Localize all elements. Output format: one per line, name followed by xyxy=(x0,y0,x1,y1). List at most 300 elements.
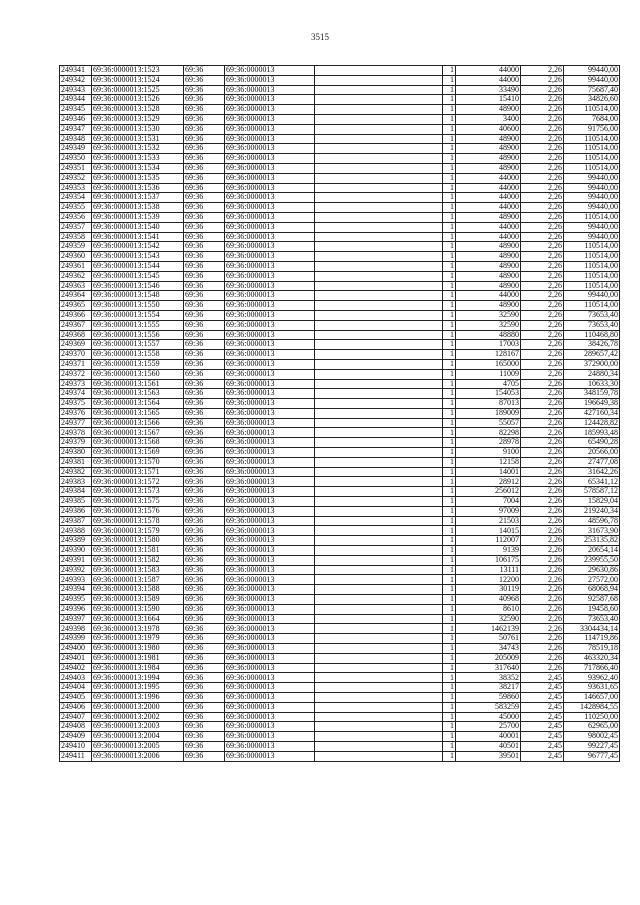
district-code-cell: 69:36 xyxy=(184,722,225,732)
value-cell: 99440,00 xyxy=(564,222,620,232)
table-row xyxy=(60,428,620,438)
district-code-cell: 69:36 xyxy=(184,114,225,124)
empty-cell xyxy=(315,497,443,507)
empty-cell xyxy=(315,85,443,95)
district-code-cell: 69:36 xyxy=(184,604,225,614)
count-cell: 1 xyxy=(443,614,456,624)
district-code-cell: 69:36 xyxy=(184,751,225,761)
rate-cell: 2,26 xyxy=(521,575,564,585)
table-row xyxy=(60,438,620,448)
cadastral-number-cell: 69:36:0000013:1533 xyxy=(92,154,184,164)
district-code-cell: 69:36 xyxy=(184,428,225,438)
count-cell: 1 xyxy=(443,585,456,595)
area-cell: 48900 xyxy=(456,242,521,252)
value-cell: 62965,00 xyxy=(564,722,620,732)
rate-cell: 2,26 xyxy=(521,614,564,624)
count-cell: 1 xyxy=(443,379,456,389)
count-cell: 1 xyxy=(443,634,456,644)
cadastral-number-cell: 69:36:0000013:1543 xyxy=(92,252,184,262)
empty-cell xyxy=(315,653,443,663)
row-id-cell: 249407 xyxy=(60,712,92,722)
district-code-cell: 69:36 xyxy=(184,644,225,654)
area-cell: 48880 xyxy=(456,330,521,340)
value-cell: 110514,00 xyxy=(564,242,620,252)
value-cell: 68068,94 xyxy=(564,585,620,595)
count-cell: 1 xyxy=(443,722,456,732)
rate-cell: 2,45 xyxy=(521,712,564,722)
table-row xyxy=(60,546,620,556)
row-id-cell: 249342 xyxy=(60,75,92,85)
row-id-cell: 249372 xyxy=(60,369,92,379)
row-id-cell: 249396 xyxy=(60,604,92,614)
cadastral-number-cell: 69:36:0000013:1981 xyxy=(92,653,184,663)
area-cell: 32590 xyxy=(456,614,521,624)
row-id-cell: 249360 xyxy=(60,252,92,262)
area-cell: 32590 xyxy=(456,320,521,330)
rate-cell: 2,26 xyxy=(521,105,564,115)
count-cell: 1 xyxy=(443,487,456,497)
table-row xyxy=(60,663,620,673)
empty-cell xyxy=(315,75,443,85)
value-cell: 578587,12 xyxy=(564,487,620,497)
area-cell: 44000 xyxy=(456,222,521,232)
rate-cell: 2,26 xyxy=(521,389,564,399)
district-code-cell: 69:36 xyxy=(184,712,225,722)
table-row xyxy=(60,193,620,203)
area-cell: 45000 xyxy=(456,712,521,722)
table-row xyxy=(60,144,620,154)
cadastral-number-cell: 69:36:0000013:1579 xyxy=(92,526,184,536)
count-cell: 1 xyxy=(443,95,456,105)
quarter-number-cell: 69:36:0000013 xyxy=(225,173,315,183)
area-cell: 48900 xyxy=(456,212,521,222)
table-row xyxy=(60,242,620,252)
cadastral-number-cell: 69:36:0000013:1569 xyxy=(92,448,184,458)
rate-cell: 2,26 xyxy=(521,585,564,595)
row-id-cell: 249374 xyxy=(60,389,92,399)
quarter-number-cell: 69:36:0000013 xyxy=(225,291,315,301)
value-cell: 98002,45 xyxy=(564,732,620,742)
table-row xyxy=(60,350,620,360)
table-row xyxy=(60,702,620,712)
value-cell: 99440,00 xyxy=(564,232,620,242)
quarter-number-cell: 69:36:0000013 xyxy=(225,634,315,644)
quarter-number-cell: 69:36:0000013 xyxy=(225,203,315,213)
count-cell: 1 xyxy=(443,408,456,418)
district-code-cell: 69:36 xyxy=(184,154,225,164)
cadastral-number-cell: 69:36:0000013:1570 xyxy=(92,457,184,467)
area-cell: 44000 xyxy=(456,232,521,242)
area-cell: 14015 xyxy=(456,526,521,536)
row-id-cell: 249362 xyxy=(60,271,92,281)
row-id-cell: 249403 xyxy=(60,673,92,683)
row-id-cell: 249406 xyxy=(60,702,92,712)
cadastral-number-cell: 69:36:0000013:1534 xyxy=(92,163,184,173)
count-cell: 1 xyxy=(443,340,456,350)
count-cell: 1 xyxy=(443,497,456,507)
value-cell: 110514,00 xyxy=(564,134,620,144)
table-row xyxy=(60,173,620,183)
empty-cell xyxy=(315,457,443,467)
value-cell: 239955,50 xyxy=(564,555,620,565)
quarter-number-cell: 69:36:0000013 xyxy=(225,438,315,448)
rate-cell: 2,26 xyxy=(521,222,564,232)
empty-cell xyxy=(315,154,443,164)
quarter-number-cell: 69:36:0000013 xyxy=(225,497,315,507)
table-row xyxy=(60,212,620,222)
area-cell: 8610 xyxy=(456,604,521,614)
row-id-cell: 249371 xyxy=(60,359,92,369)
row-id-cell: 249394 xyxy=(60,585,92,595)
district-code-cell: 69:36 xyxy=(184,506,225,516)
value-cell: 15829,04 xyxy=(564,497,620,507)
cadastral-number-cell: 69:36:0000013:2005 xyxy=(92,741,184,751)
cadastral-number-cell: 69:36:0000013:1557 xyxy=(92,340,184,350)
empty-cell xyxy=(315,546,443,556)
value-cell: 31642,26 xyxy=(564,467,620,477)
cadastral-number-cell: 69:36:0000013:1588 xyxy=(92,585,184,595)
value-cell: 34826,60 xyxy=(564,95,620,105)
area-cell: 44000 xyxy=(456,66,521,76)
row-id-cell: 249405 xyxy=(60,693,92,703)
rate-cell: 2,26 xyxy=(521,438,564,448)
quarter-number-cell: 69:36:0000013 xyxy=(225,340,315,350)
row-id-cell: 249378 xyxy=(60,428,92,438)
row-id-cell: 249409 xyxy=(60,732,92,742)
quarter-number-cell: 69:36:0000013 xyxy=(225,163,315,173)
row-id-cell: 249382 xyxy=(60,467,92,477)
district-code-cell: 69:36 xyxy=(184,281,225,291)
cadastral-number-cell: 69:36:0000013:2000 xyxy=(92,702,184,712)
count-cell: 1 xyxy=(443,693,456,703)
table-row xyxy=(60,457,620,467)
area-cell: 48900 xyxy=(456,144,521,154)
empty-cell xyxy=(315,585,443,595)
rate-cell: 2,26 xyxy=(521,653,564,663)
row-id-cell: 249349 xyxy=(60,144,92,154)
table-row xyxy=(60,448,620,458)
quarter-number-cell: 69:36:0000013 xyxy=(225,741,315,751)
row-id-cell: 249369 xyxy=(60,340,92,350)
count-cell: 1 xyxy=(443,477,456,487)
value-cell: 289657,42 xyxy=(564,350,620,360)
value-cell: 73653,40 xyxy=(564,614,620,624)
empty-cell xyxy=(315,438,443,448)
quarter-number-cell: 69:36:0000013 xyxy=(225,575,315,585)
area-cell: 44000 xyxy=(456,75,521,85)
district-code-cell: 69:36 xyxy=(184,212,225,222)
empty-cell xyxy=(315,487,443,497)
quarter-number-cell: 69:36:0000013 xyxy=(225,732,315,742)
quarter-number-cell: 69:36:0000013 xyxy=(225,428,315,438)
area-cell: 13111 xyxy=(456,565,521,575)
table-row xyxy=(60,555,620,565)
empty-cell xyxy=(315,448,443,458)
table-row xyxy=(60,291,620,301)
empty-cell xyxy=(315,242,443,252)
empty-cell xyxy=(315,301,443,311)
quarter-number-cell: 69:36:0000013 xyxy=(225,389,315,399)
area-cell: 9100 xyxy=(456,448,521,458)
value-cell: 29630,86 xyxy=(564,565,620,575)
empty-cell xyxy=(315,291,443,301)
empty-cell xyxy=(315,359,443,369)
quarter-number-cell: 69:36:0000013 xyxy=(225,595,315,605)
empty-cell xyxy=(315,369,443,379)
district-code-cell: 69:36 xyxy=(184,408,225,418)
rate-cell: 2,26 xyxy=(521,457,564,467)
quarter-number-cell: 69:36:0000013 xyxy=(225,369,315,379)
rate-cell: 2,26 xyxy=(521,359,564,369)
empty-cell xyxy=(315,467,443,477)
count-cell: 1 xyxy=(443,281,456,291)
value-cell: 38426,78 xyxy=(564,340,620,350)
area-cell: 44000 xyxy=(456,291,521,301)
district-code-cell: 69:36 xyxy=(184,203,225,213)
rate-cell: 2,45 xyxy=(521,702,564,712)
empty-cell xyxy=(315,114,443,124)
rate-cell: 2,26 xyxy=(521,242,564,252)
cadastral-number-cell: 69:36:0000013:1995 xyxy=(92,683,184,693)
count-cell: 1 xyxy=(443,242,456,252)
quarter-number-cell: 69:36:0000013 xyxy=(225,359,315,369)
value-cell: 27572,00 xyxy=(564,575,620,585)
rate-cell: 2,26 xyxy=(521,369,564,379)
value-cell: 110514,00 xyxy=(564,144,620,154)
quarter-number-cell: 69:36:0000013 xyxy=(225,536,315,546)
district-code-cell: 69:36 xyxy=(184,379,225,389)
cadastral-number-cell: 69:36:0000013:2004 xyxy=(92,732,184,742)
count-cell: 1 xyxy=(443,291,456,301)
row-id-cell: 249352 xyxy=(60,173,92,183)
row-id-cell: 249399 xyxy=(60,634,92,644)
count-cell: 1 xyxy=(443,516,456,526)
quarter-number-cell: 69:36:0000013 xyxy=(225,712,315,722)
count-cell: 1 xyxy=(443,428,456,438)
district-code-cell: 69:36 xyxy=(184,467,225,477)
count-cell: 1 xyxy=(443,261,456,271)
table-row xyxy=(60,536,620,546)
empty-cell xyxy=(315,575,443,585)
rate-cell: 2,26 xyxy=(521,301,564,311)
value-cell: 48596,78 xyxy=(564,516,620,526)
count-cell: 1 xyxy=(443,232,456,242)
empty-cell xyxy=(315,722,443,732)
district-code-cell: 69:36 xyxy=(184,173,225,183)
row-id-cell: 249367 xyxy=(60,320,92,330)
empty-cell xyxy=(315,644,443,654)
count-cell: 1 xyxy=(443,271,456,281)
row-id-cell: 249350 xyxy=(60,154,92,164)
empty-cell xyxy=(315,193,443,203)
quarter-number-cell: 69:36:0000013 xyxy=(225,281,315,291)
area-cell: 48900 xyxy=(456,154,521,164)
empty-cell xyxy=(315,379,443,389)
cadastral-number-cell: 69:36:0000013:1536 xyxy=(92,183,184,193)
table-row xyxy=(60,732,620,742)
cadastral-number-cell: 69:36:0000013:1541 xyxy=(92,232,184,242)
quarter-number-cell: 69:36:0000013 xyxy=(225,408,315,418)
area-cell: 48900 xyxy=(456,261,521,271)
quarter-number-cell: 69:36:0000013 xyxy=(225,105,315,115)
count-cell: 1 xyxy=(443,369,456,379)
quarter-number-cell: 69:36:0000013 xyxy=(225,448,315,458)
value-cell: 185993,48 xyxy=(564,428,620,438)
value-cell: 219240,34 xyxy=(564,506,620,516)
cadastral-number-cell: 69:36:0000013:1523 xyxy=(92,66,184,76)
table-row xyxy=(60,203,620,213)
district-code-cell: 69:36 xyxy=(184,105,225,115)
value-cell: 717866,40 xyxy=(564,663,620,673)
area-cell: 48900 xyxy=(456,301,521,311)
cadastral-number-cell: 69:36:0000013:1524 xyxy=(92,75,184,85)
rate-cell: 2,26 xyxy=(521,555,564,565)
quarter-number-cell: 69:36:0000013 xyxy=(225,85,315,95)
value-cell: 372900,00 xyxy=(564,359,620,369)
rate-cell: 2,26 xyxy=(521,624,564,634)
area-cell: 154053 xyxy=(456,389,521,399)
cadastral-number-cell: 69:36:0000013:1559 xyxy=(92,359,184,369)
rate-cell: 2,26 xyxy=(521,663,564,673)
count-cell: 1 xyxy=(443,163,456,173)
rate-cell: 2,45 xyxy=(521,673,564,683)
row-id-cell: 249346 xyxy=(60,114,92,124)
row-id-cell: 249411 xyxy=(60,751,92,761)
count-cell: 1 xyxy=(443,66,456,76)
value-cell: 110514,00 xyxy=(564,261,620,271)
rate-cell: 2,26 xyxy=(521,467,564,477)
quarter-number-cell: 69:36:0000013 xyxy=(225,457,315,467)
rate-cell: 2,26 xyxy=(521,330,564,340)
cadastral-number-cell: 69:36:0000013:1979 xyxy=(92,634,184,644)
row-id-cell: 249385 xyxy=(60,497,92,507)
row-id-cell: 249354 xyxy=(60,193,92,203)
count-cell: 1 xyxy=(443,741,456,751)
district-code-cell: 69:36 xyxy=(184,418,225,428)
count-cell: 1 xyxy=(443,350,456,360)
empty-cell xyxy=(315,604,443,614)
district-code-cell: 69:36 xyxy=(184,183,225,193)
quarter-number-cell: 69:36:0000013 xyxy=(225,555,315,565)
count-cell: 1 xyxy=(443,183,456,193)
rate-cell: 2,26 xyxy=(521,95,564,105)
quarter-number-cell: 69:36:0000013 xyxy=(225,506,315,516)
value-cell: 110250,00 xyxy=(564,712,620,722)
quarter-number-cell: 69:36:0000013 xyxy=(225,114,315,124)
area-cell: 38217 xyxy=(456,683,521,693)
district-code-cell: 69:36 xyxy=(184,536,225,546)
cadastral-number-cell: 69:36:0000013:1530 xyxy=(92,124,184,134)
district-code-cell: 69:36 xyxy=(184,595,225,605)
empty-cell xyxy=(315,310,443,320)
row-id-cell: 249366 xyxy=(60,310,92,320)
district-code-cell: 69:36 xyxy=(184,497,225,507)
rate-cell: 2,26 xyxy=(521,340,564,350)
table-row xyxy=(60,614,620,624)
empty-cell xyxy=(315,663,443,673)
area-cell: 55057 xyxy=(456,418,521,428)
district-code-cell: 69:36 xyxy=(184,614,225,624)
district-code-cell: 69:36 xyxy=(184,585,225,595)
rate-cell: 2,45 xyxy=(521,683,564,693)
value-cell: 110514,00 xyxy=(564,252,620,262)
count-cell: 1 xyxy=(443,389,456,399)
table-row xyxy=(60,379,620,389)
area-cell: 583259 xyxy=(456,702,521,712)
rate-cell: 2,26 xyxy=(521,497,564,507)
value-cell: 99440,00 xyxy=(564,183,620,193)
area-cell: 21503 xyxy=(456,516,521,526)
empty-cell xyxy=(315,330,443,340)
value-cell: 427160,34 xyxy=(564,408,620,418)
row-id-cell: 249384 xyxy=(60,487,92,497)
count-cell: 1 xyxy=(443,653,456,663)
table-row xyxy=(60,252,620,262)
area-cell: 48900 xyxy=(456,105,521,115)
table-row xyxy=(60,281,620,291)
value-cell: 20654,14 xyxy=(564,546,620,556)
cadastral-number-cell: 69:36:0000013:1564 xyxy=(92,399,184,409)
area-cell: 17003 xyxy=(456,340,521,350)
cadastral-number-cell: 69:36:0000013:1535 xyxy=(92,173,184,183)
empty-cell xyxy=(315,105,443,115)
value-cell: 24880,34 xyxy=(564,369,620,379)
count-cell: 1 xyxy=(443,193,456,203)
district-code-cell: 69:36 xyxy=(184,163,225,173)
cadastral-number-cell: 69:36:0000013:1537 xyxy=(92,193,184,203)
row-id-cell: 249356 xyxy=(60,212,92,222)
rate-cell: 2,26 xyxy=(521,350,564,360)
quarter-number-cell: 69:36:0000013 xyxy=(225,653,315,663)
area-cell: 7004 xyxy=(456,497,521,507)
value-cell: 7684,00 xyxy=(564,114,620,124)
count-cell: 1 xyxy=(443,85,456,95)
count-cell: 1 xyxy=(443,144,456,154)
row-id-cell: 249397 xyxy=(60,614,92,624)
table-row xyxy=(60,683,620,693)
rate-cell: 2,26 xyxy=(521,526,564,536)
value-cell: 99440,00 xyxy=(564,75,620,85)
row-id-cell: 249401 xyxy=(60,653,92,663)
quarter-number-cell: 69:36:0000013 xyxy=(225,301,315,311)
value-cell: 110514,00 xyxy=(564,212,620,222)
area-cell: 1462139 xyxy=(456,624,521,634)
empty-cell xyxy=(315,477,443,487)
cadastral-number-cell: 69:36:0000013:1581 xyxy=(92,546,184,556)
empty-cell xyxy=(315,271,443,281)
quarter-number-cell: 69:36:0000013 xyxy=(225,134,315,144)
quarter-number-cell: 69:36:0000013 xyxy=(225,124,315,134)
row-id-cell: 249381 xyxy=(60,457,92,467)
empty-cell xyxy=(315,340,443,350)
rate-cell: 2,26 xyxy=(521,183,564,193)
cadastral-number-cell: 69:36:0000013:1565 xyxy=(92,408,184,418)
district-code-cell: 69:36 xyxy=(184,124,225,134)
quarter-number-cell: 69:36:0000013 xyxy=(225,320,315,330)
table-row xyxy=(60,516,620,526)
empty-cell xyxy=(315,95,443,105)
empty-cell xyxy=(315,281,443,291)
count-cell: 1 xyxy=(443,301,456,311)
cadastral-number-cell: 69:36:0000013:1548 xyxy=(92,291,184,301)
rate-cell: 2,26 xyxy=(521,536,564,546)
cadastral-number-cell: 69:36:0000013:1980 xyxy=(92,644,184,654)
cadastral-number-cell: 69:36:0000013:1531 xyxy=(92,134,184,144)
table-row xyxy=(60,575,620,585)
area-cell: 40001 xyxy=(456,732,521,742)
value-cell: 99440,00 xyxy=(564,203,620,213)
count-cell: 1 xyxy=(443,114,456,124)
